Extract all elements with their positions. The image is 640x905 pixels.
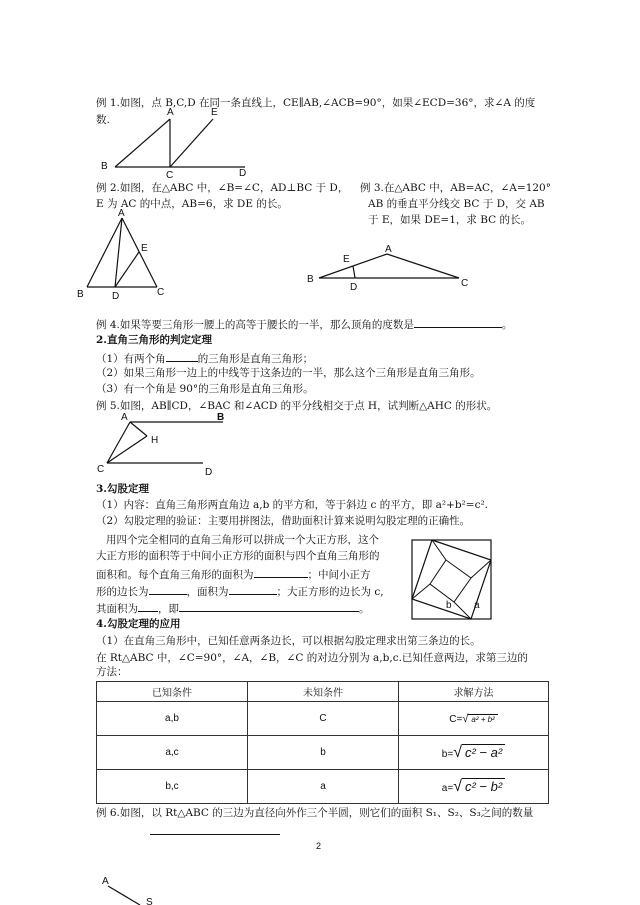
ex4-question xyxy=(96,316,512,332)
ex2-line1: 例 2.如图，在△ABC 中，∠B=∠C，AD⊥BC 于 D， xyxy=(96,182,349,194)
table-cell-known: a,b xyxy=(97,702,248,736)
section2-title: 2.直角三角形的判定定理 xyxy=(96,334,212,346)
sec2-item2: （2）如果三角形一边上的中线等于这条边的一半，那么这个三角形是直角三角形。 xyxy=(96,367,481,379)
sec3-para-line2: 大正方形的面积等于中间小正方形的面积与四个直角三角形的 xyxy=(96,550,380,562)
ex6-text: 例 6.如图，以 Rt△ABC 的三边为直径向外作三个半圆，则它们的面积 S₁、S₂、S₃之间的数量 xyxy=(96,807,534,819)
section3-title: 3.勾股定理 xyxy=(96,483,149,495)
ex6-figure xyxy=(98,872,168,905)
ex1-label-b: B xyxy=(101,161,108,172)
formula-radicand: c² − a² xyxy=(462,744,505,760)
table-cell-unknown: b xyxy=(248,736,399,770)
ex6-label-s: S xyxy=(146,897,153,905)
table-header: 已知条件 xyxy=(97,682,248,702)
small-square-side-blank[interactable] xyxy=(149,583,187,595)
formula-radicand: c² − b² xyxy=(462,778,505,794)
ex2-label-d: D xyxy=(112,291,120,301)
table-cell-method: b=√ c² − a² xyxy=(399,736,549,770)
equation-blank[interactable] xyxy=(179,600,359,612)
ex3-figure xyxy=(305,240,475,292)
ex5-label-c: C xyxy=(97,464,105,475)
table-row xyxy=(97,770,549,804)
ex3-label-d: D xyxy=(350,282,358,292)
sec3-verification: （2）勾股定理的验证：主要用拼图法，借助面积计算来说明勾股定理的正确性。 xyxy=(96,515,471,527)
sec3-para-line4: 形的边长为 ，面积为 ；大正方形的边长为 c, xyxy=(96,583,384,599)
ex5-label-b: B xyxy=(217,412,225,423)
small-square-area-blank[interactable] xyxy=(229,583,277,595)
ex2-figure xyxy=(75,205,175,301)
pythagoras-table xyxy=(96,681,549,804)
pythagoras-square-figure xyxy=(410,538,494,622)
table-cell-unknown: a xyxy=(248,770,399,804)
ex6-answer-blank[interactable] xyxy=(150,823,280,835)
table-header: 求解方法 xyxy=(399,682,549,702)
table-cell-known: a,c xyxy=(97,736,248,770)
ex1-label-c: C xyxy=(166,170,174,178)
ex2-label-b: B xyxy=(77,289,84,300)
sec3-content: （1）内容：直角三角形两直角边 a,b 的平方和，等于斜边 c 的平方，即 a²+b²=c². xyxy=(96,499,488,511)
sec4-line2: 在 Rt△ABC 中，∠C=90°，∠A，∠B，∠C 的对边分别为 a,b,c.已知任意两边，求第三边的 xyxy=(96,652,528,664)
big-square-area-blank[interactable] xyxy=(138,600,158,612)
ex5-label-h: H xyxy=(151,435,159,446)
ex5-label-a: A xyxy=(121,412,128,423)
ex4-answer-blank[interactable] xyxy=(414,316,502,328)
ex2-label-a: A xyxy=(118,208,125,219)
table-header: 未知条件 xyxy=(248,682,399,702)
formula-radicand: a² + b² xyxy=(468,714,497,724)
ex4-end: 。 xyxy=(501,319,513,331)
sec2-item1: （1）有两个角 的三角形是直角三角形； xyxy=(96,350,313,366)
table-cell-known: b,c xyxy=(97,770,248,804)
fig-label-b: b xyxy=(446,600,452,611)
ex2-label-e: E xyxy=(141,243,148,254)
ex5-figure xyxy=(95,410,225,478)
section4-title: 4.勾股定理的应用 xyxy=(96,618,181,630)
ex3-label-b: B xyxy=(307,274,314,285)
ex4-text: 例 4.如果等要三角形一腰上的高等于腰长的一半，那么顶角的度数是 xyxy=(96,319,414,331)
ex3-line1: 例 3.在△ABC 中，AB=AC，∠A=120° xyxy=(360,182,551,194)
table-cell-unknown: C xyxy=(248,702,399,736)
sec3-para-line5: 其面积为 ，即 。 xyxy=(96,600,370,616)
table-row xyxy=(97,736,549,770)
ex3-label-c: C xyxy=(461,278,469,289)
sec4-line3: 方法： xyxy=(96,666,128,678)
table-cell-method: C=√ a² + b² xyxy=(399,702,549,736)
ex1-label-d: D xyxy=(239,168,247,178)
table-cell-method: a=√ c² − b² xyxy=(399,770,549,804)
sec2-item1-blank[interactable] xyxy=(166,350,198,362)
ex6-label-a: A xyxy=(102,876,109,887)
ex1-line2: 数. xyxy=(96,114,110,126)
table-row xyxy=(97,702,549,736)
ex1-label-e: E xyxy=(211,107,218,118)
fig-label-a: a xyxy=(474,600,480,611)
triangle-area-blank[interactable] xyxy=(254,566,308,578)
ex3-line2: AB 的垂直平分线交 BC 于 D，交 AB xyxy=(368,198,545,210)
ex3-label-e: E xyxy=(343,254,350,265)
ex3-line3: 于 E，如果 DE=1，求 BC 的长。 xyxy=(368,214,532,226)
page-number: 2 xyxy=(316,841,322,851)
ex1-label-a: A xyxy=(167,107,174,118)
table-header-row xyxy=(97,682,549,702)
ex5-label-d: D xyxy=(205,467,213,478)
ex2-label-c: C xyxy=(157,287,165,298)
sec4-line1: （1）在直角三角形中，已知任意两条边长，可以根据勾股定理求出第三条边的长。 xyxy=(96,635,481,647)
ex5-text: 例 5.如图，AB∥CD，∠BAC 和∠ACD 的平分线相交于点 H，试判断△AHC 的形状。 xyxy=(96,400,498,412)
ex2-line2: E 为 AC 的中点，AB=6，求 DE 的长。 xyxy=(96,198,288,210)
sec3-para-line3: 面积和。每个直角三角形的面积为 ；中间小正方 xyxy=(96,566,371,582)
ex1-figure xyxy=(95,103,260,178)
ex3-label-a: A xyxy=(385,244,392,255)
ex1-line1: 例 1.如图，点 B,C,D 在同一条直线上，CE∥AB,∠ACB=90°，如果∠ECD=36°，求∠A 的度 xyxy=(96,97,536,109)
sec2-item3: （3）有一个角是 90°的三角形是直角三角形。 xyxy=(96,383,314,395)
sec3-para-line1: 用四个完全相同的直角三角形可以拼成一个大正方形，这个 xyxy=(106,534,379,546)
